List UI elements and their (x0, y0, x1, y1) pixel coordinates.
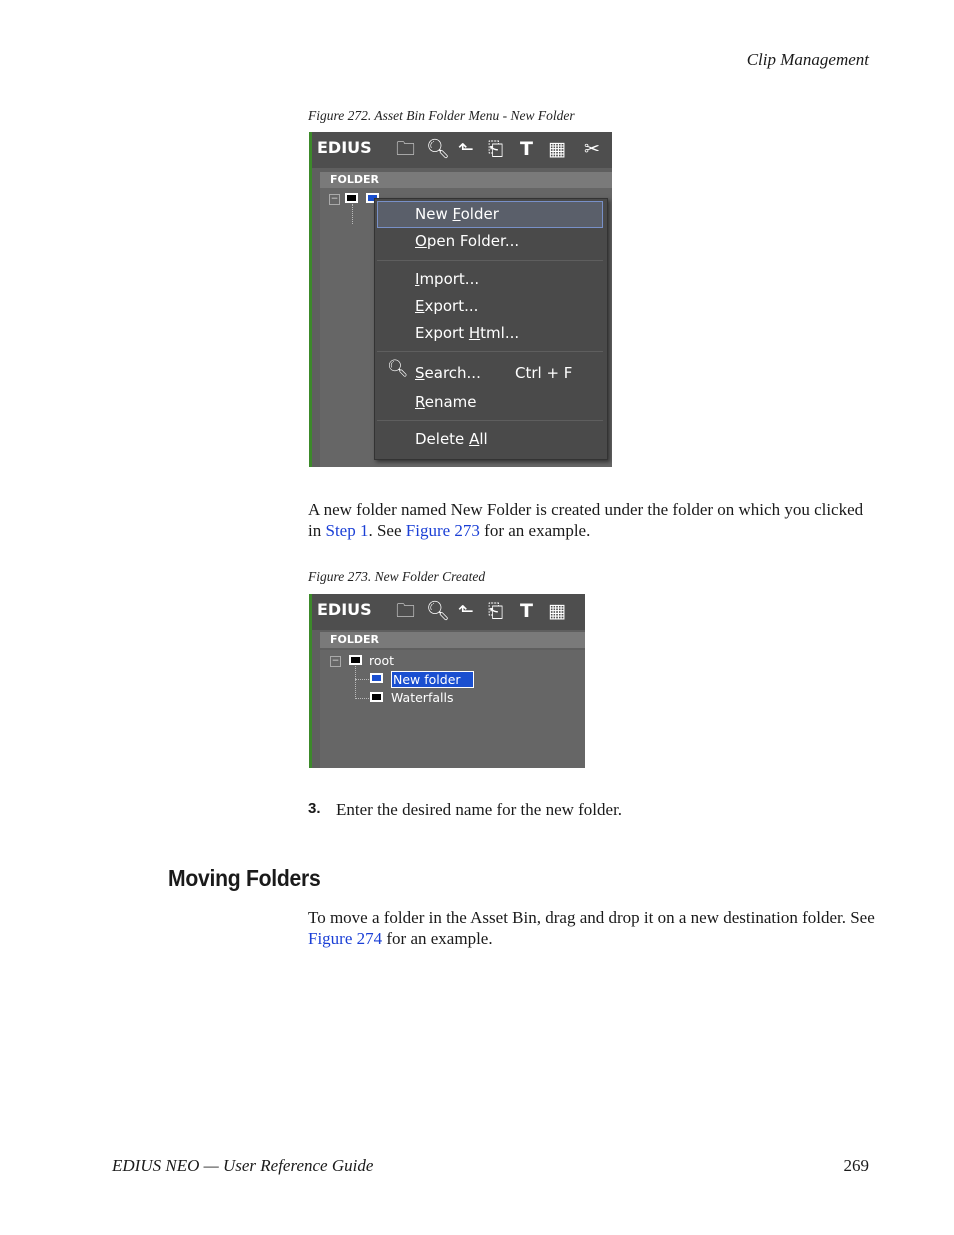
figure-273-link[interactable]: Figure 273 (405, 520, 480, 540)
root-folder-icon (345, 193, 358, 203)
step-1-link[interactable]: Step 1 (325, 520, 369, 540)
new-folder-name-input[interactable]: New folder (391, 671, 474, 688)
collapse-icon[interactable]: − (331, 656, 340, 666)
tree-item-root[interactable]: root (369, 653, 395, 668)
search-shortcut: Ctrl + F (515, 364, 573, 382)
tree-line (355, 679, 369, 680)
waterfalls-folder-icon (370, 692, 383, 702)
root-folder-icon (349, 655, 362, 665)
folder-header: FOLDER (320, 172, 612, 188)
title-icon[interactable]: T (520, 138, 533, 160)
menu-item-export[interactable]: Export... (415, 297, 479, 315)
menu-item-search[interactable]: Search... (415, 364, 481, 382)
menu-item-open-folder[interactable]: Open Folder... (415, 232, 520, 250)
figure-272-caption: Figure 272. Asset Bin Folder Menu - New Folder (308, 108, 575, 123)
figure-273-screenshot (309, 594, 585, 768)
menu-item-new-folder[interactable]: New Folder (415, 205, 499, 223)
menu-item-import[interactable]: Import... (415, 270, 480, 288)
footer-title: EDIUS NEO — User Reference Guide (112, 1156, 374, 1175)
menu-separator (377, 420, 603, 421)
tree-line (355, 698, 369, 699)
page-number: 269 (843, 1156, 869, 1175)
folder-tree (320, 650, 585, 768)
menu-item-export-html[interactable]: Export Html... (415, 324, 520, 342)
color-bar-icon[interactable]: ▦ (548, 138, 566, 160)
figure-274-link[interactable]: Figure 274 (308, 928, 383, 948)
menu-separator (377, 260, 603, 261)
menu-separator (377, 351, 603, 352)
folder-header: FOLDER (320, 632, 585, 648)
edius-logo: EDIUS (317, 600, 372, 619)
step-number: 3. (308, 800, 321, 817)
search-icon[interactable]: 🔍︎ (426, 600, 451, 622)
search-icon[interactable]: 🔍︎ (426, 138, 451, 160)
folder-icon[interactable]: 🗀 (396, 600, 416, 622)
tree-line (355, 666, 356, 699)
section-heading: Moving Folders (168, 865, 321, 891)
paragraph-new-folder: A new folder named New Folder is created under the folder on which you clicked in Step 1. See Figure 273 for an example. (308, 500, 864, 540)
collapse-icon[interactable]: − (330, 194, 339, 204)
edius-logo: EDIUS (317, 138, 372, 157)
menu-item-delete-all[interactable]: Delete All (415, 430, 488, 448)
running-header: Clip Management (746, 50, 869, 69)
add-clip-icon[interactable]: ⎗ (488, 138, 504, 160)
up-level-icon[interactable]: ⬑ (458, 138, 474, 160)
color-bar-icon[interactable]: ▦ (548, 600, 566, 622)
menu-item-rename[interactable]: Rename (415, 393, 477, 411)
folder-icon[interactable]: 🗀 (396, 138, 416, 160)
step-3-text: Enter the desired name for the new folder. (336, 800, 623, 819)
figure-273-caption: Figure 273. New Folder Created (308, 569, 486, 584)
tree-item-waterfalls[interactable]: Waterfalls (391, 690, 454, 705)
scissors-icon[interactable]: ✂ (584, 138, 600, 160)
folder-context-menu (374, 198, 608, 460)
figure-272-screenshot (309, 132, 612, 467)
add-clip-icon[interactable]: ⎗ (488, 600, 504, 622)
asset-bin-toolbar (312, 594, 585, 630)
asset-bin-toolbar (312, 132, 612, 168)
up-level-icon[interactable]: ⬑ (458, 600, 474, 622)
paragraph-moving-folders: To move a folder in the Asset Bin, drag and drop it on a new destination folder. See Figure 274 for an example. (308, 908, 875, 948)
title-icon[interactable]: T (520, 600, 533, 622)
new-folder-icon (370, 673, 383, 683)
search-icon: 🔍︎ (387, 359, 409, 379)
tree-line (352, 204, 353, 224)
